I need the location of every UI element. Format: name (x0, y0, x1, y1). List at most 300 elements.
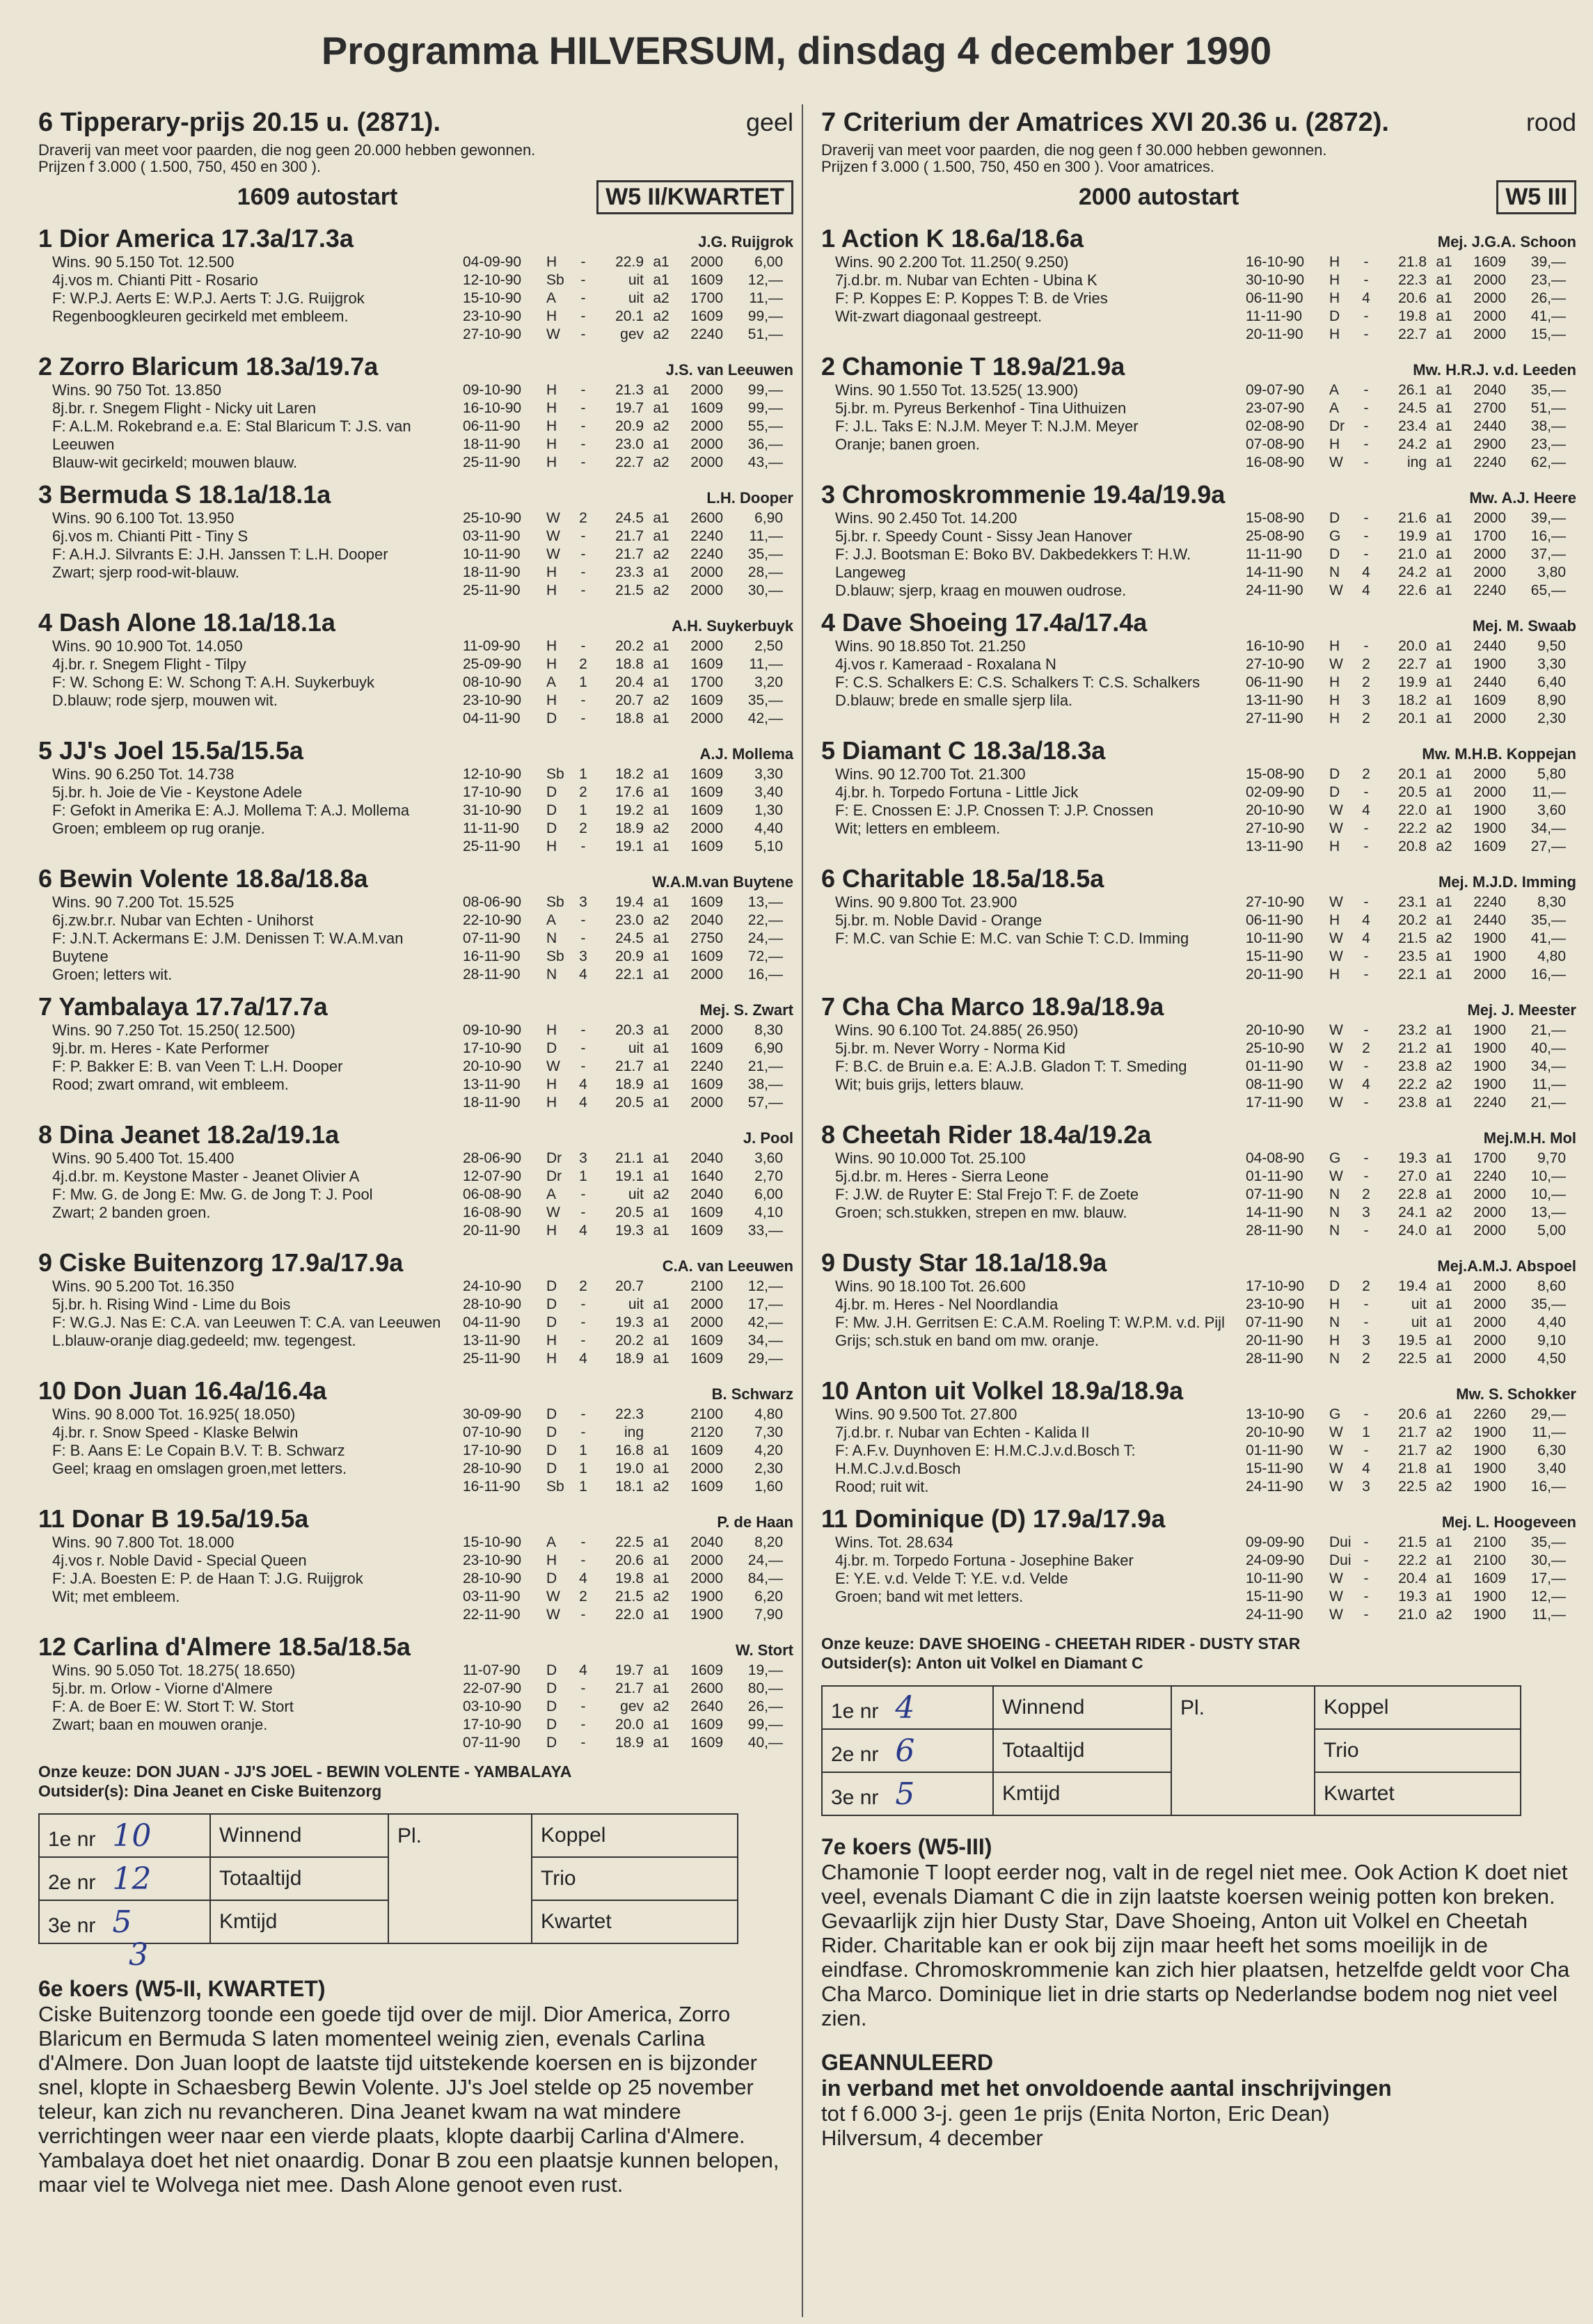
horse-entry (38, 1376, 793, 1496)
result-cell: a1 (1436, 400, 1452, 416)
result-cell: 23-07-90 (1246, 400, 1305, 416)
result-cell: 2240 (690, 546, 723, 562)
result-cell: 2000 (690, 1314, 723, 1330)
result-row (1246, 1168, 1576, 1186)
result-row (463, 948, 793, 966)
result-cell: 11-11-90 (463, 820, 519, 836)
result-cell: 1609 (690, 692, 723, 708)
result-cell: 2640 (690, 1698, 723, 1714)
result-cell: 07-11-90 (463, 1735, 521, 1751)
result-cell: 25-10-90 (463, 510, 522, 526)
result-row (1246, 1204, 1576, 1222)
horse-details (38, 1534, 793, 1624)
horse-details (38, 253, 793, 344)
position-label: 2e nr (831, 1742, 879, 1766)
result-cell: uit (628, 290, 644, 306)
horse-info-line: Wins. 90 750 Tot. 13.850 (52, 381, 221, 399)
result-cell: - (580, 1058, 586, 1074)
result-cell: 9,70 (1537, 1150, 1566, 1166)
past-results (1246, 253, 1576, 344)
result-row (1246, 966, 1576, 984)
result-cell: 51,— (747, 326, 783, 342)
handwritten-number: 5 (895, 1776, 915, 1812)
result-cell: H (1329, 966, 1340, 982)
horse-info-line: Wins. 90 18.100 Tot. 26.600 (835, 1278, 1026, 1295)
result-cell: H (546, 382, 557, 398)
result-cell: W (1329, 1168, 1343, 1184)
horse-info-line: Groen; embleem op rug oranje. (52, 820, 265, 837)
handwritten-number: 6 (895, 1733, 915, 1769)
result-row (463, 1424, 793, 1442)
result-row (1246, 399, 1576, 417)
result-cell: W (1329, 1022, 1343, 1038)
result-cell: - (580, 582, 586, 598)
column-divider (802, 104, 803, 2317)
result-row (463, 912, 793, 930)
result-cell: 15-10-90 (463, 290, 522, 306)
horse-details (821, 1406, 1576, 1496)
result-cell: N (546, 966, 557, 982)
horse-name: 6 Charitable 18.5a/18.5a (821, 864, 1104, 893)
result-cell: 1900 (1473, 1022, 1506, 1038)
horse-info (38, 509, 463, 600)
horse-details (821, 1534, 1576, 1624)
horse-info-line: Rood; zwart omrand, wit embleem. (52, 1076, 289, 1093)
horse-info (821, 893, 1246, 984)
horse-info-line: F: J.A. Boesten E: P. de Haan T: J.G. Ruijgrok (52, 1570, 363, 1587)
result-cell: 24.5 (615, 510, 644, 526)
result-cell: 17,— (747, 1296, 783, 1312)
result-cell: D (546, 1461, 557, 1477)
result-row (463, 1296, 793, 1314)
result-cell: 11-07-90 (463, 1662, 521, 1678)
horse-info-line: 5j.br. m. Never Worry - Norma Kid (835, 1040, 1065, 1057)
result-cell: W (1329, 454, 1343, 470)
result-cell: a1 (1436, 1351, 1452, 1367)
result-cell: 18.1 (615, 1479, 644, 1495)
result-cell: 2240 (690, 326, 723, 342)
result-cell: N (1329, 1351, 1340, 1367)
result-cell: 01-11-90 (1246, 1058, 1303, 1074)
result-cell: 1609 (690, 656, 723, 672)
result-cell: 30-10-90 (1246, 272, 1305, 288)
horse-header (38, 992, 793, 1021)
result-cell: 12,— (747, 1278, 783, 1294)
result-cell: 01-11-90 (1246, 1442, 1303, 1458)
horse-driver: Mej. S. Zwart (699, 1001, 793, 1019)
result-cell: 20.5 (1398, 784, 1427, 800)
horse-info-line: L.blauw-oranje diag.gedeeld; mw. tegengest. (52, 1332, 356, 1349)
result-cell: 21.7 (1398, 1442, 1427, 1458)
horse-info-line: F: Mw. J.H. Gerritsen E: C.A.M. Roeling T: W.P.M. v.d. Pijl (835, 1314, 1225, 1331)
horse-info-line: Wins. 90 5.400 Tot. 15.400 (52, 1149, 235, 1167)
result-cell: 1 (1362, 1424, 1370, 1440)
result-cell: 2 (1362, 1040, 1370, 1056)
horse-info-line: Zwart; sjerp rood-wit-blauw. (52, 564, 239, 581)
horse-info-line: 7j.d.br. m. Nubar van Echten - Ubina K (835, 271, 1097, 289)
position-cell[interactable] (822, 1686, 993, 1729)
result-cell: 06-11-90 (1246, 674, 1303, 690)
result-cell: - (580, 638, 586, 654)
horse-driver: Mw. S. Schokker (1456, 1385, 1576, 1403)
result-cell: N (1329, 1314, 1340, 1330)
result-cell: - (1363, 1552, 1369, 1568)
result-cell: 16,— (747, 966, 783, 982)
result-cell: 1609 (690, 894, 723, 910)
result-row (1246, 1021, 1576, 1040)
outsiders-line: Outsider(s): Dina Jeanet en Ciske Buitenzorg (38, 1782, 382, 1800)
result-cell: 03-11-90 (463, 1589, 521, 1605)
result-row (1246, 1332, 1576, 1350)
result-cell: 22.5 (615, 1534, 644, 1550)
position-cell[interactable] (822, 1729, 993, 1772)
result-cell: a2 (653, 418, 669, 434)
result-cell: 4 (1362, 802, 1370, 818)
result-cell: 38,— (747, 1076, 783, 1092)
position-cell[interactable] (39, 1857, 210, 1900)
result-cell: - (580, 436, 586, 452)
result-cell: - (580, 382, 586, 398)
horse-info-line: Wit-zwart diagonaal gestreept. (835, 308, 1043, 325)
result-cell: 1609 (690, 838, 723, 854)
result-cell: 1609 (690, 784, 723, 800)
horse-entry (38, 992, 793, 1112)
result-cell: 4 (1362, 912, 1370, 928)
result-cell: 6,20 (754, 1589, 783, 1605)
result-cell: - (1363, 1058, 1369, 1074)
result-cell: 1,30 (754, 802, 783, 818)
result-cell: 1 (579, 1442, 587, 1458)
horse-info (38, 893, 463, 984)
result-cell: 55,— (747, 418, 783, 434)
result-cell: D (546, 1662, 557, 1678)
result-cell: 34,— (747, 1332, 783, 1348)
result-cell: H (546, 254, 557, 270)
result-cell: 31-10-90 (463, 802, 522, 818)
result-cell: 1,60 (754, 1479, 783, 1495)
result-row (1246, 1552, 1576, 1570)
horse-info-line: Wins. 90 5.150 Tot. 12.500 (52, 253, 235, 271)
annulled-place: Hilversum, 4 december (821, 2126, 1043, 2150)
result-cell: 2 (1362, 674, 1370, 690)
horse-driver: B. Schwarz (711, 1385, 793, 1403)
result-row (463, 381, 793, 399)
result-cell: 23.8 (1398, 1058, 1427, 1074)
horse-name: 3 Chromoskrommenie 19.4a/19.9a (821, 480, 1226, 509)
result-cell: 4 (579, 1095, 587, 1111)
horse-info (821, 1021, 1246, 1112)
result-cell: a1 (1436, 1534, 1452, 1550)
result-cell: H (1329, 638, 1340, 654)
result-cell: - (1363, 1534, 1369, 1550)
result-cell: a1 (653, 710, 669, 726)
place-cell: Pl. (1171, 1686, 1315, 1815)
result-cell: a1 (653, 382, 669, 398)
position-cell[interactable] (822, 1772, 993, 1815)
horse-info-line: F: Mw. G. de Jong E: Mw. G. de Jong T: J. Pool (52, 1186, 373, 1203)
result-cell: - (580, 254, 586, 270)
horse-entry (38, 608, 793, 728)
result-cell: a1 (1436, 784, 1452, 800)
result-cell: 06-11-90 (1246, 912, 1303, 928)
race-description-line: Prijzen f 3.000 ( 1.500, 750, 450 en 300 ). Voor amatrices. (821, 158, 1215, 175)
result-cell: 2000 (690, 966, 723, 982)
result-cell: - (580, 692, 586, 708)
handwritten-number: 4 (895, 1689, 915, 1726)
horse-info-line: Oranje; banen groen. (835, 436, 980, 453)
past-results (1246, 1021, 1576, 1112)
choice-line: Onze keuze: DON JUAN - JJ'S JOEL - BEWIN VOLENTE - YAMBALAYA (38, 1762, 572, 1781)
result-cell: 2000 (1473, 308, 1506, 324)
result-cell: 2120 (690, 1424, 723, 1440)
horse-driver: Mej. L. Hoogeveen (1441, 1513, 1576, 1531)
horse-info-line: F: J.L. Taks E: N.J.M. Meyer T: N.J.M. Meyer (835, 417, 1139, 435)
result-cell: 19.9 (1398, 528, 1427, 544)
horse-info (821, 765, 1246, 856)
result-cell: W (1329, 930, 1343, 946)
result-cell: 1609 (690, 948, 723, 964)
result-cell: A (546, 674, 557, 690)
result-row (1246, 912, 1576, 930)
result-cell: a1 (653, 272, 669, 288)
result-cell: 1609 (690, 802, 723, 818)
result-cell: - (1363, 454, 1369, 470)
result-cell: 40,— (1530, 1040, 1566, 1056)
horse-header (38, 864, 793, 893)
result-row (463, 1186, 793, 1204)
result-cell: 2040 (690, 1150, 723, 1166)
horse-entry (821, 224, 1576, 344)
result-cell: 2100 (1473, 1552, 1506, 1568)
race-description-line: Draverij van meet voor paarden, die nog geen 20.000 hebben gewonnen. (38, 141, 536, 159)
result-cell: W (1329, 1442, 1343, 1458)
horse-info-line: F: E. Cnossen E: J.P. Cnossen T: J.P. Cnossen (835, 802, 1154, 819)
result-cell: 3 (1362, 692, 1370, 708)
result-cell: 19.7 (615, 400, 644, 416)
result-cell: A (546, 1534, 557, 1550)
result-cell: - (580, 1022, 586, 1038)
horse-info-line: 7j.d.br. r. Nubar van Echten - Kalida II (835, 1424, 1090, 1441)
horse-info (821, 1406, 1246, 1496)
result-cell: ing (1406, 454, 1427, 470)
result-cell: 11-11-90 (1246, 546, 1302, 562)
result-cell: 35,— (747, 692, 783, 708)
horse-info (38, 1534, 463, 1624)
result-cell: 19.9 (1398, 674, 1427, 690)
result-cell: 25-11-90 (463, 582, 521, 598)
result-cell: 20.6 (1398, 1406, 1427, 1422)
result-cell: a1 (653, 1552, 669, 1568)
result-cell: N (1329, 564, 1340, 580)
result-cell: 14-11-90 (1246, 1204, 1303, 1220)
result-cell: 23.0 (615, 436, 644, 452)
result-cell: 04-11-90 (463, 710, 521, 726)
result-cell: 21.8 (1398, 1461, 1427, 1477)
result-cell: 23.3 (615, 564, 644, 580)
result-row (463, 271, 793, 289)
result-cell: 2000 (1473, 1223, 1506, 1239)
result-cell: - (580, 1552, 586, 1568)
horse-name: 12 Carlina d'Almere 18.5a/18.5a (38, 1632, 411, 1661)
result-cell: - (1363, 1570, 1369, 1586)
horse-info-line: 5j.br. r. Speedy Count - Sissy Jean Hanover (835, 527, 1132, 545)
result-cell: gev (620, 1698, 644, 1714)
result-cell: H (1329, 1296, 1340, 1312)
result-cell: a1 (1436, 1589, 1452, 1605)
result-cell: 8,90 (1537, 692, 1566, 708)
result-cell: 1609 (690, 1479, 723, 1495)
result-cell: 20.7 (615, 1278, 644, 1294)
result-row (463, 710, 793, 728)
horse-header (38, 1376, 793, 1406)
result-cell: 4 (1362, 564, 1370, 580)
result-cell: 1609 (690, 1662, 723, 1678)
result-cell: 2000 (1473, 1296, 1506, 1312)
past-results (1246, 509, 1576, 600)
result-cell: D (546, 1278, 557, 1294)
horse-header (821, 224, 1576, 253)
result-cell: 23.0 (615, 912, 644, 928)
result-cell: W (546, 510, 560, 526)
result-cell: 22.3 (1398, 272, 1427, 288)
result-cell: 13,— (747, 894, 783, 910)
result-row (463, 253, 793, 271)
horse-info-line: Wins. 90 2.200 Tot. 11.250( 9.250) (835, 253, 1069, 271)
position-cell[interactable] (39, 1814, 210, 1857)
result-cell: 12,— (1530, 1589, 1566, 1605)
result-cell: a1 (1436, 582, 1452, 598)
horse-header (821, 864, 1576, 893)
result-row (463, 509, 793, 527)
result-cell: 24-11-90 (1246, 582, 1303, 598)
horse-header (38, 1120, 793, 1149)
result-cell: 19.7 (615, 1662, 644, 1678)
result-cell: 18.9 (615, 1076, 644, 1092)
result-cell: a1 (1436, 528, 1452, 544)
result-cell: - (1363, 1150, 1369, 1166)
result-cell: 20.6 (1398, 290, 1427, 306)
horse-info-line: 4j.vos r. Noble David - Special Queen (52, 1552, 307, 1569)
result-cell: 34,— (1530, 820, 1566, 836)
commentary-text: Ciske Buitenzorg toonde een goede tijd over de mijl. Dior America, Zorro Blaricum en Bermuda S laten momenteel weinig zien, evenals Carlina d'Almere. Don Juan loopt de laatste tijd uitstekende koersen en is bijzonder snel, klopte in Schaesberg Bewin Volente. JJ's Joel stelde op 25 november teleur, kan zich nu revancheren. Dina Jeanet kwam na wat mindere verrichtingen weer naar een vierde plaats, klopte daarbij Carlina d'Almere. Yambalaya doet het niet onaardig. Donar B zou een plaatsje kunnen belopen, maar viel te Wolvega niet mee. Dash Alone genoot even rust. (38, 2002, 779, 2197)
horse-entry (38, 736, 793, 856)
result-cell: a1 (653, 1717, 669, 1733)
result-cell: 21.1 (615, 1150, 644, 1166)
result-cell: 2700 (1473, 400, 1506, 416)
horse-entry (38, 864, 793, 984)
result-cell: H (1329, 326, 1340, 342)
result-cell: 27-10-90 (1246, 656, 1305, 672)
result-cell: 2000 (1473, 1332, 1506, 1348)
result-cell: a1 (653, 674, 669, 690)
result-cell: 16,— (1530, 528, 1566, 544)
result-cell: - (580, 454, 586, 470)
horse-header (38, 736, 793, 765)
result-cell: 16-11-90 (463, 948, 521, 964)
result-cell: 17-10-90 (463, 1717, 522, 1733)
result-cell: 2240 (690, 1058, 723, 1074)
bet-type-cell: Koppel (532, 1814, 738, 1857)
result-cell: H (546, 1076, 557, 1092)
result-cell: 1609 (690, 1040, 723, 1056)
result-cell: H (1329, 912, 1340, 928)
race-description-line: Draverij van meet voor paarden, die nog geen f 30.000 hebben gewonnen. (821, 141, 1327, 159)
horse-details (821, 893, 1576, 984)
result-cell: 19.2 (615, 802, 644, 818)
result-cell: - (1363, 1022, 1369, 1038)
result-cell: 23-10-90 (463, 1552, 522, 1568)
result-cell: 28-10-90 (463, 1296, 522, 1312)
result-cell: 22.0 (615, 1607, 644, 1623)
result-row (463, 308, 793, 326)
result-cell: G (1329, 1150, 1341, 1166)
race-name: 7 Criterium der Amatrices XVI 20.36 u. (2872). (821, 108, 1389, 137)
result-cell: 2000 (690, 436, 723, 452)
result-cell: 17-10-90 (1246, 1278, 1305, 1294)
horse-info-line: 4j.vos m. Chianti Pitt - Rosario (52, 271, 258, 289)
result-cell: 22.7 (615, 454, 644, 470)
result-row (463, 783, 793, 802)
result-cell: 1900 (1473, 1076, 1506, 1092)
result-cell: 2100 (690, 1406, 723, 1422)
result-cell: 25-11-90 (463, 1351, 521, 1367)
horse-entry (821, 480, 1576, 600)
horse-details (38, 893, 793, 984)
past-results (463, 509, 793, 600)
result-cell: 1609 (690, 1351, 723, 1367)
race-start-info (38, 178, 793, 216)
result-row (1246, 1296, 1576, 1314)
result-cell: 43,— (747, 454, 783, 470)
race-start-info (821, 178, 1576, 216)
horse-info-line: D.blauw; rode sjerp, mouwen wit. (52, 692, 278, 709)
category-cell: Kmtijd (210, 1900, 388, 1943)
result-cell: a2 (653, 308, 669, 324)
horse-info-line: Wit; letters en embleem. (835, 820, 1001, 837)
result-cell: 10-11-90 (1246, 930, 1303, 946)
result-cell: 4,80 (1537, 948, 1566, 964)
past-results (1246, 765, 1576, 856)
result-cell: 1900 (1473, 1589, 1506, 1605)
past-results (463, 637, 793, 728)
race-column-left (38, 108, 793, 2197)
horse-info-line: Groen; sch.stukken, strepen en mw. blauw. (835, 1204, 1127, 1221)
result-cell: a1 (1436, 656, 1452, 672)
horse-name: 1 Dior America 17.3a/17.3a (38, 224, 354, 253)
result-cell (644, 1424, 679, 1442)
result-cell: 42,— (747, 710, 783, 726)
result-cell: 2000 (690, 254, 723, 270)
result-cell: 24-11-90 (1246, 1479, 1303, 1495)
horse-info-line: Wins. 90 2.450 Tot. 14.200 (835, 509, 1017, 527)
horse-name: 9 Ciske Buitenzorg 17.9a/17.9a (38, 1248, 404, 1277)
result-row (1246, 1350, 1576, 1368)
result-row (463, 802, 793, 820)
horse-entry (38, 1248, 793, 1368)
result-cell: D (546, 1040, 557, 1056)
horse-info-line: Zwart; 2 banden groen. (52, 1204, 211, 1221)
result-cell: - (1363, 894, 1369, 910)
result-row (463, 1094, 793, 1112)
result-cell: 2000 (690, 1296, 723, 1312)
result-cell: 21,— (1530, 1022, 1566, 1038)
result-cell: 21.5 (615, 582, 644, 598)
result-cell: 2000 (1473, 1351, 1506, 1367)
result-cell: 07-11-90 (463, 930, 521, 946)
result-cell: 3 (579, 948, 587, 964)
result-cell: 1609 (690, 1223, 723, 1239)
result-cell: a2 (1436, 1204, 1452, 1220)
